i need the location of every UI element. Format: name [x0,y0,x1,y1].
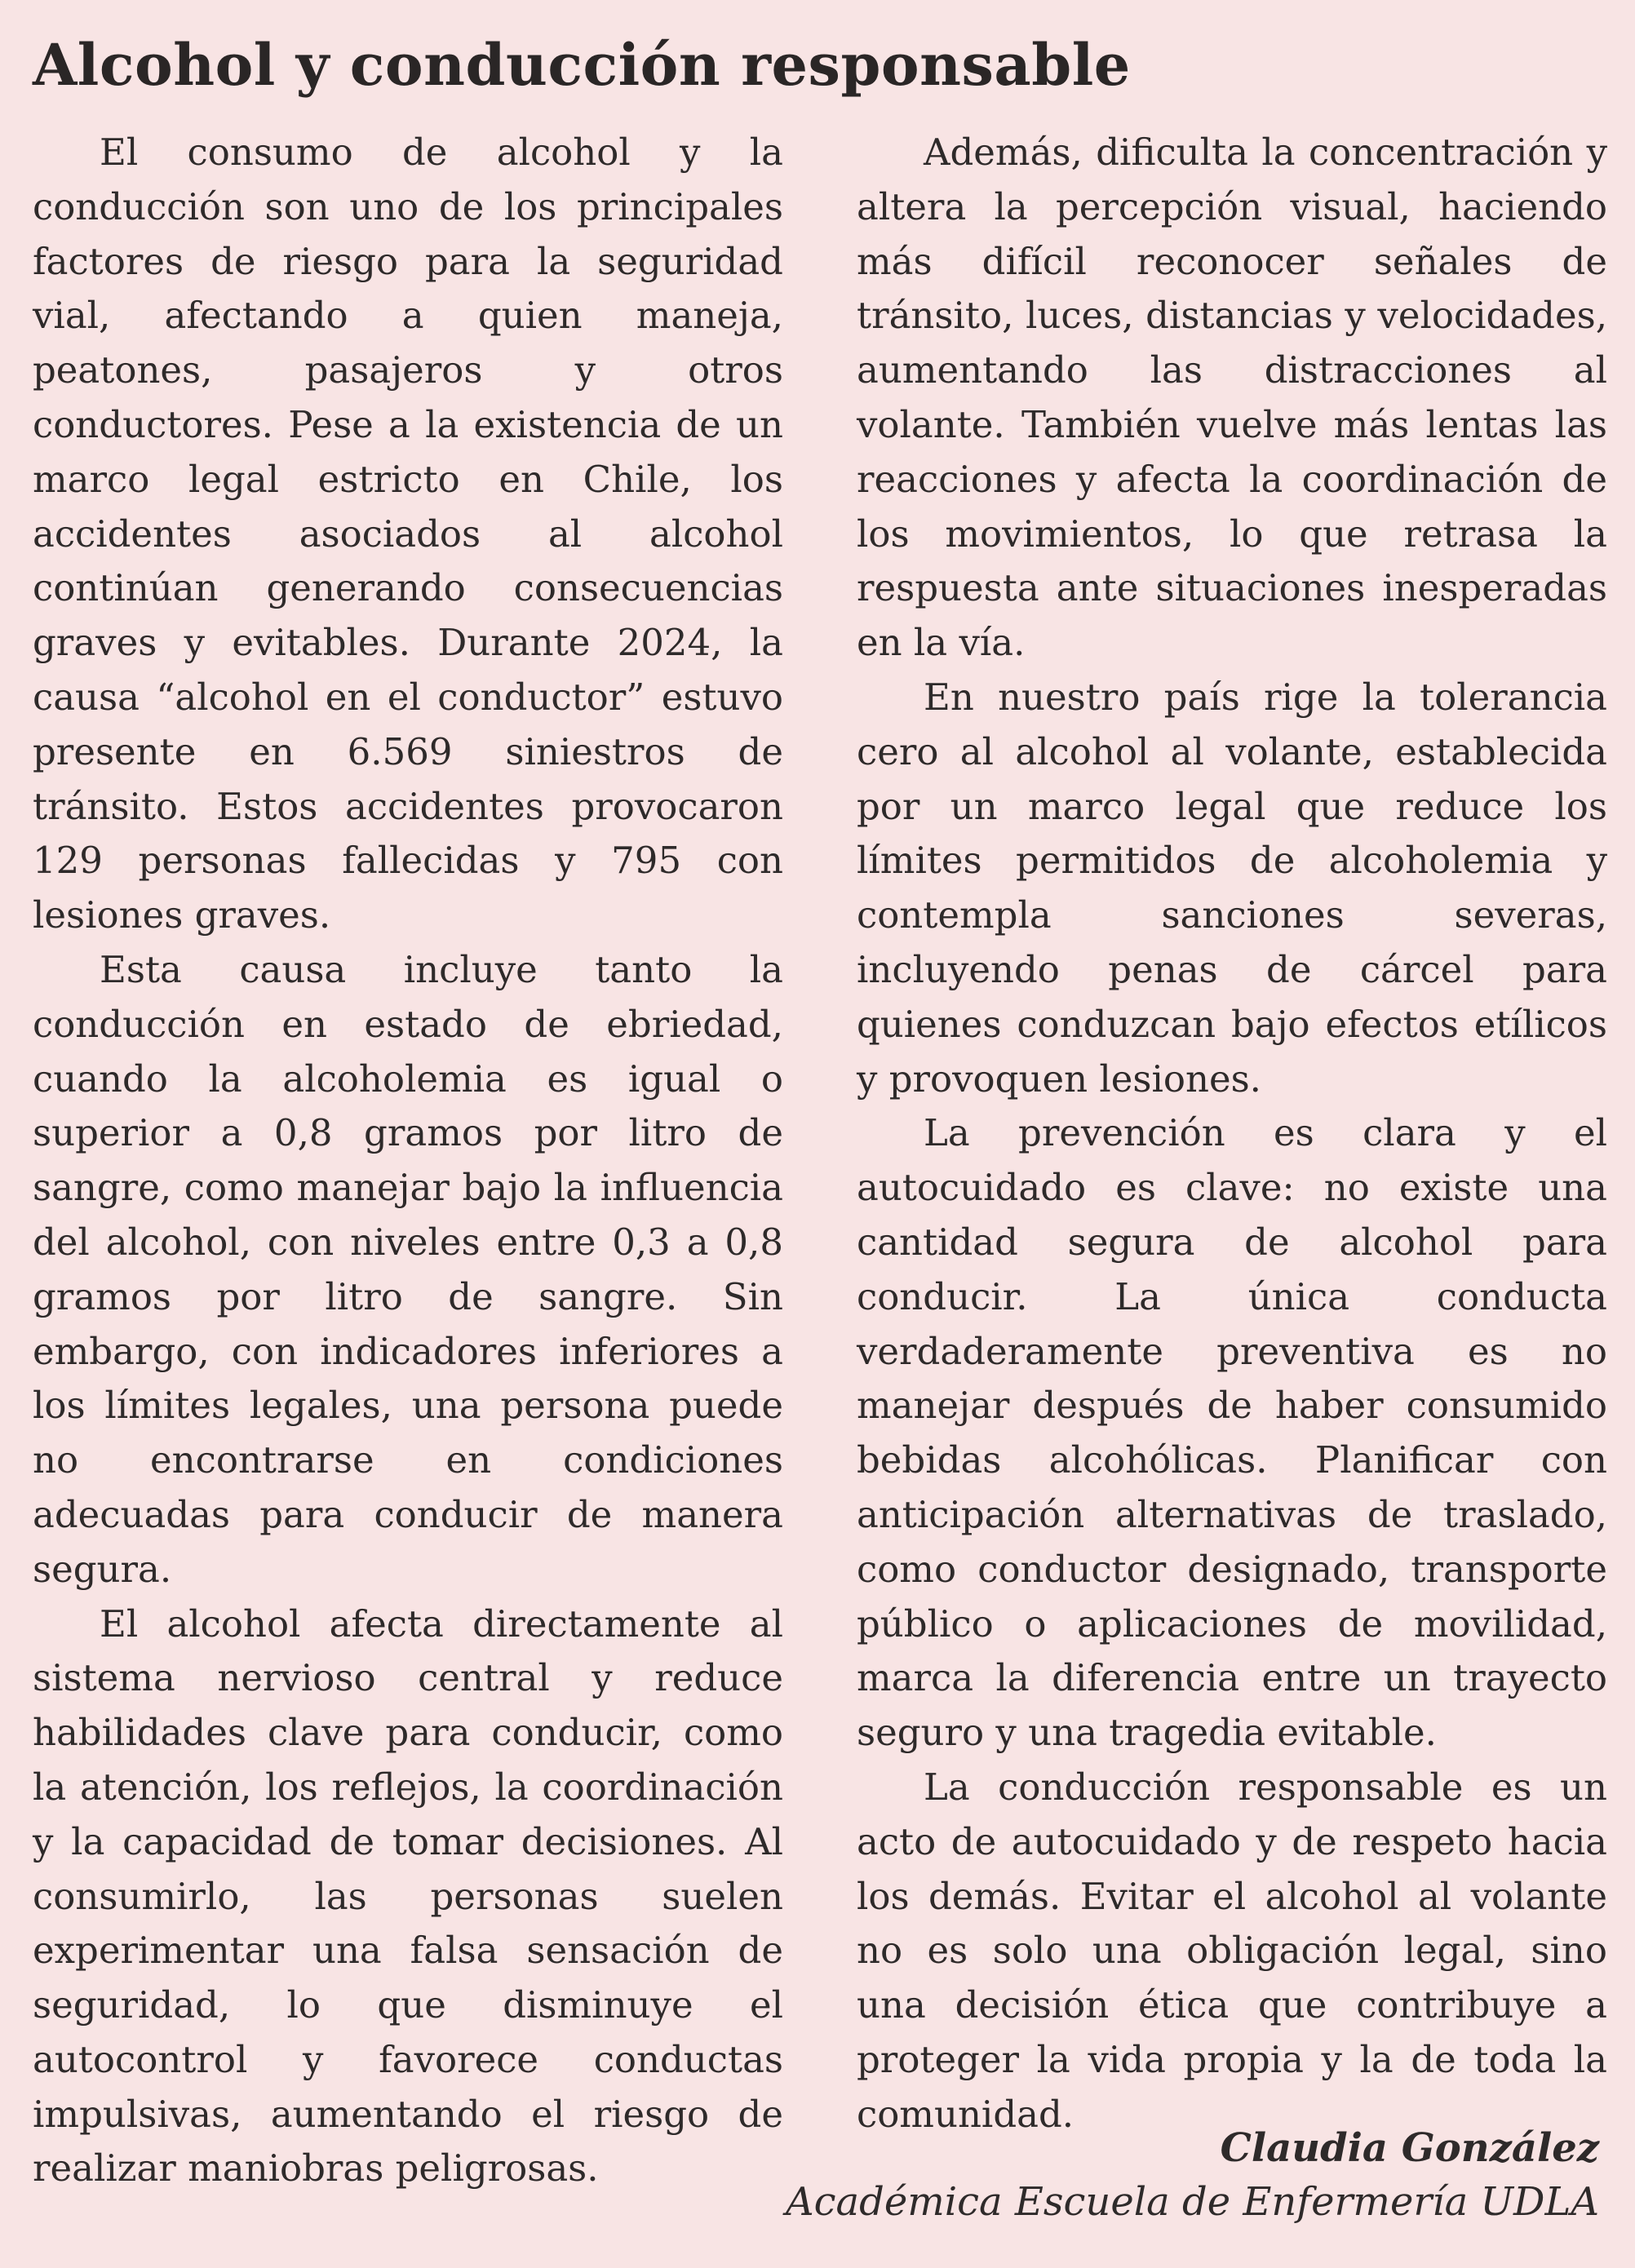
left-column [33,126,783,2196]
signature-block [786,2121,1599,2229]
right-column [857,126,1607,2196]
paragraph-4: Además, dificulta la concentración y altera la percepción visual, haciendo más difícil reconocer señales de tránsito, luces, distancias y velocidades, aumentando las distracciones al volante. También vuelve más lentas las reacciones y afecta la coordinación de los movimientos, lo que retrasa la respuesta ante situaciones inesperadas en la vía. [857,131,1607,665]
paragraph-6: La prevención es clara y el autocuidado es clave: no existe una cantidad segura de alcohol para conducir. La única conducta verdaderamente preventiva es no manejar después de haber consumido bebidas alcohólicas. Planificar con anticipación alternativas de traslado, como conductor designado, transporte público o aplicaciones de movilidad, marca la diferencia entre un trayecto seguro y una tragedia evitable. [857,1111,1607,1755]
paragraph-3: El alcohol afecta directamente al sistema nervioso central y reduce habilidades clave para conducir, como la atención, los reflejos, la coordinación y la capacidad de tomar decisiones. Al consumirlo, las personas suelen experimentar una falsa sensación de seguridad, lo que disminuye el autocontrol y favorece conductas impulsivas, aumentando el riesgo de realizar maniobras peligrosas. [33,1601,783,2190]
author-name: Claudia González [1220,2125,1599,2171]
article-title: Alcohol y conducción responsable [33,31,1131,99]
article-body [33,126,1607,2196]
article [33,24,1607,2244]
paragraph-5: En nuestro país rige la tolerancia cero al alcohol al volante, establecida por un marco legal que reduce los límites permitidos de alcoholemia y contempla sanciones severas, incluyendo penas de cárcel para quienes conduzcan bajo efectos etílicos y provoquen lesiones. [857,675,1607,1101]
author-affiliation: Académica Escuela de Enfermería UDLA [785,2179,1599,2225]
paragraph-1: El consumo de alcohol y la conducción son uno de los principales factores de riesgo para la seguridad vial, afectando a quien maneja, peatones, pasajeros y otros conductores. Pese a la existencia de un marco legal estricto en Chile, los accidentes asociados al alcohol continúan generando consecuencias graves y evitables. Durante 2024, la causa “alcohol en el conductor” estuvo presente en 6.569 siniestros de tránsito. Estos accidentes provocaron 129 personas fallecidas y 795 con lesiones graves. [33,131,783,937]
paragraph-7: La conducción responsable es un acto de autocuidado y de respeto hacia los demás. Evitar el alcohol al volante no es solo una obligación legal, sino una decisión ética que contribuye a proteger la vida propia y la de toda la comunidad. [857,1765,1607,2136]
paragraph-2: Esta causa incluye tanto la conducción en estado de ebriedad, cuando la alcoholemia es igual o superior a 0,8 gramos por litro de sangre, como manejar bajo la influencia del alcohol, con niveles entre 0,3 a 0,8 gramos por litro de sangre. Sin embargo, con indicadores inferiores a los límites legales, una persona puede no encontrarse en condiciones adecuadas para conducir de manera segura. [33,947,783,1591]
